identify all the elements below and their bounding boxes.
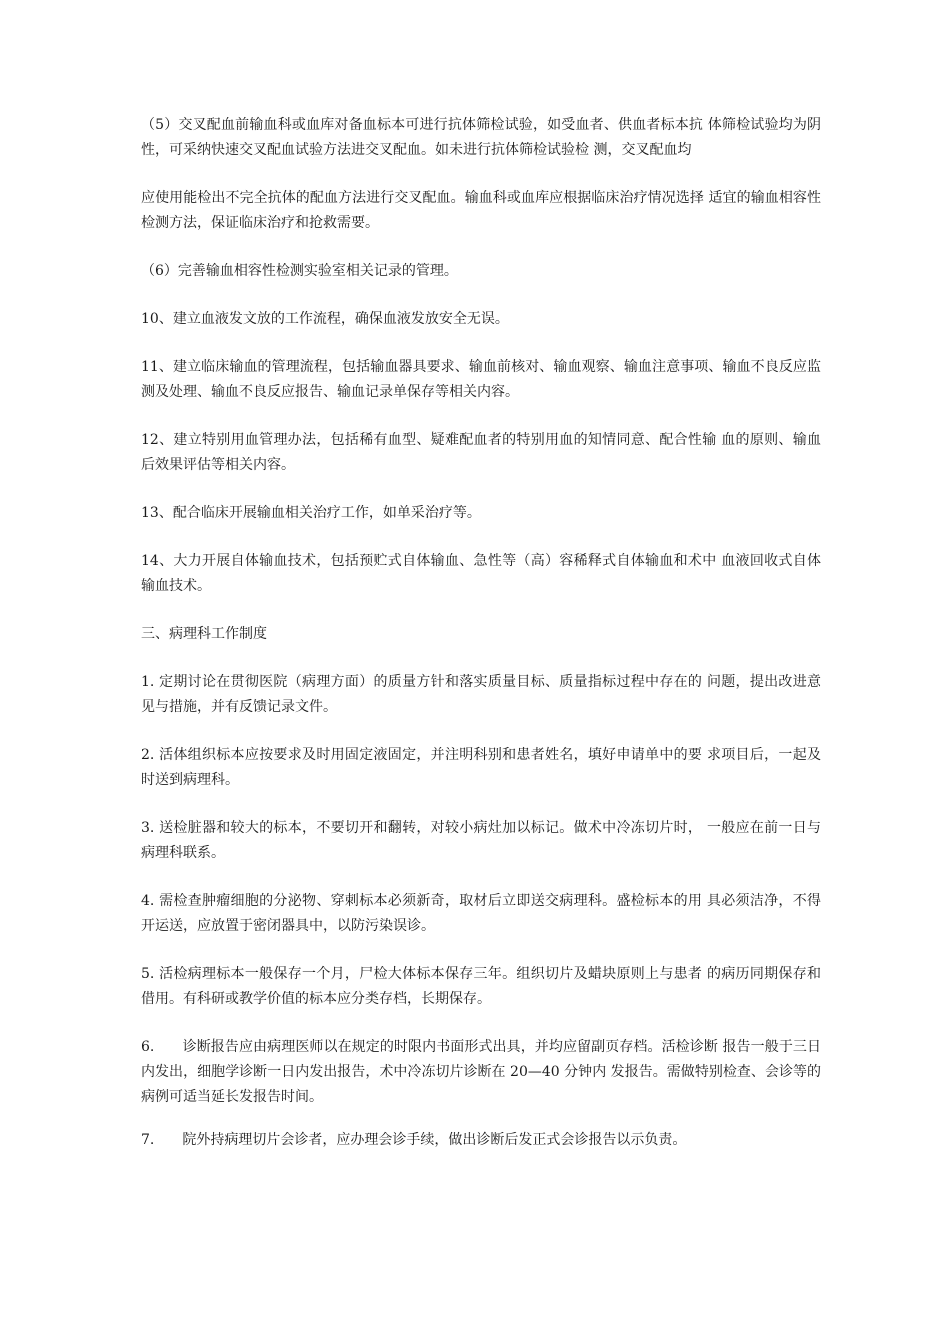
paragraph-6-records: （6）完善输血相容性检测实验室相关记录的管理。 xyxy=(141,263,458,279)
paragraph-11-clinical-transfusion: 11、建立临床输血的管理流程，包括输血器具要求、输血前核对、输血观察、输血注意事项、输血不良反应监测及处理、输血不良反应报告、输血记录单保存等相关内容。 xyxy=(141,359,821,400)
paragraph-pathology-6: 6. 诊断报告应由病理医师以在规定的时限内书面形式出具，并均应留副页存档。活检诊断 报告一般于三日内发出，细胞学诊断一日内发出报告，术中冷冻切片诊断在 20—40 分钟内 发报告。需做特别检查、会诊等的病例可适当延长发报告时间。 xyxy=(141,1039,821,1105)
paragraph-pathology-2: 2. 活体组织标本应按要求及时用固定液固定，并注明科别和患者姓名，填好申请单中的要 求项目后，一起及时送到病理科。 xyxy=(141,747,821,788)
paragraph-5-cross-match: （5）交叉配血前输血科或血库对备血标本可进行抗体筛检试验，如受血者、供血者标本抗 体筛检试验均为阴性，可采纳快速交叉配血试验方法进交叉配血。如未进行抗体筛检试验检 测，交叉配血均 xyxy=(141,117,821,158)
document-page xyxy=(141,113,821,1176)
paragraph-13-treatment: 13、配合临床开展输血相关治疗工作，如单采治疗等。 xyxy=(141,505,481,521)
paragraph-pathology-4: 4. 需检查肿瘤细胞的分泌物、穿刺标本必须新奇，取材后立即送交病理科。盛检标本的用 具必须洁净，不得开运送，应放置于密闭器具中，以防污染误诊。 xyxy=(141,893,821,934)
paragraph-pathology-7: 7. 院外持病理切片会诊者，应办理会诊手续，做出诊断后发正式会诊报告以示负责。 xyxy=(141,1132,687,1148)
paragraph-14-autologous: 14、大力开展自体输血技术，包括预贮式自体输血、急性等（高）容稀释式自体输血和术中 血液回收式自体输血技术。 xyxy=(141,553,821,594)
paragraph-12-special-blood: 12、建立特别用血管理办法，包括稀有血型、疑难配血者的特别用血的知情同意、配合性输 血的原则、输血后效果评估等相关内容。 xyxy=(141,432,821,473)
paragraph-pathology-5: 5. 活检病理标本一般保存一个月，尸检大体标本保存三年。组织切片及蜡块原则上与患者 的病历同期保存和借用。有科研或教学价值的标本应分类存档，长期保存。 xyxy=(141,966,821,1007)
paragraph-10-blood-release: 10、建立血液发文放的工作流程，确保血液发放安全无误。 xyxy=(141,311,509,327)
paragraph-pathology-1: 1. 定期讨论在贯彻医院（病理方面）的质量方针和落实质量目标、质量指标过程中存在的 问题，提出改进意见与措施，并有反馈记录文件。 xyxy=(141,674,821,715)
paragraph-pathology-3: 3. 送检脏器和较大的标本，不要切开和翻转，对较小病灶加以标记。做术中冷冻切片时， 一般应在前一日与病理科联系。 xyxy=(141,820,821,861)
section-heading-pathology: 三、病理科工作制度 xyxy=(141,626,267,642)
paragraph-cross-match-method: 应使用能检出不完全抗体的配血方法进行交叉配血。输血科或血库应根据临床治疗情况选择 适宜的输血相容性检测方法，保证临床治疗和抢救需要。 xyxy=(141,190,821,231)
